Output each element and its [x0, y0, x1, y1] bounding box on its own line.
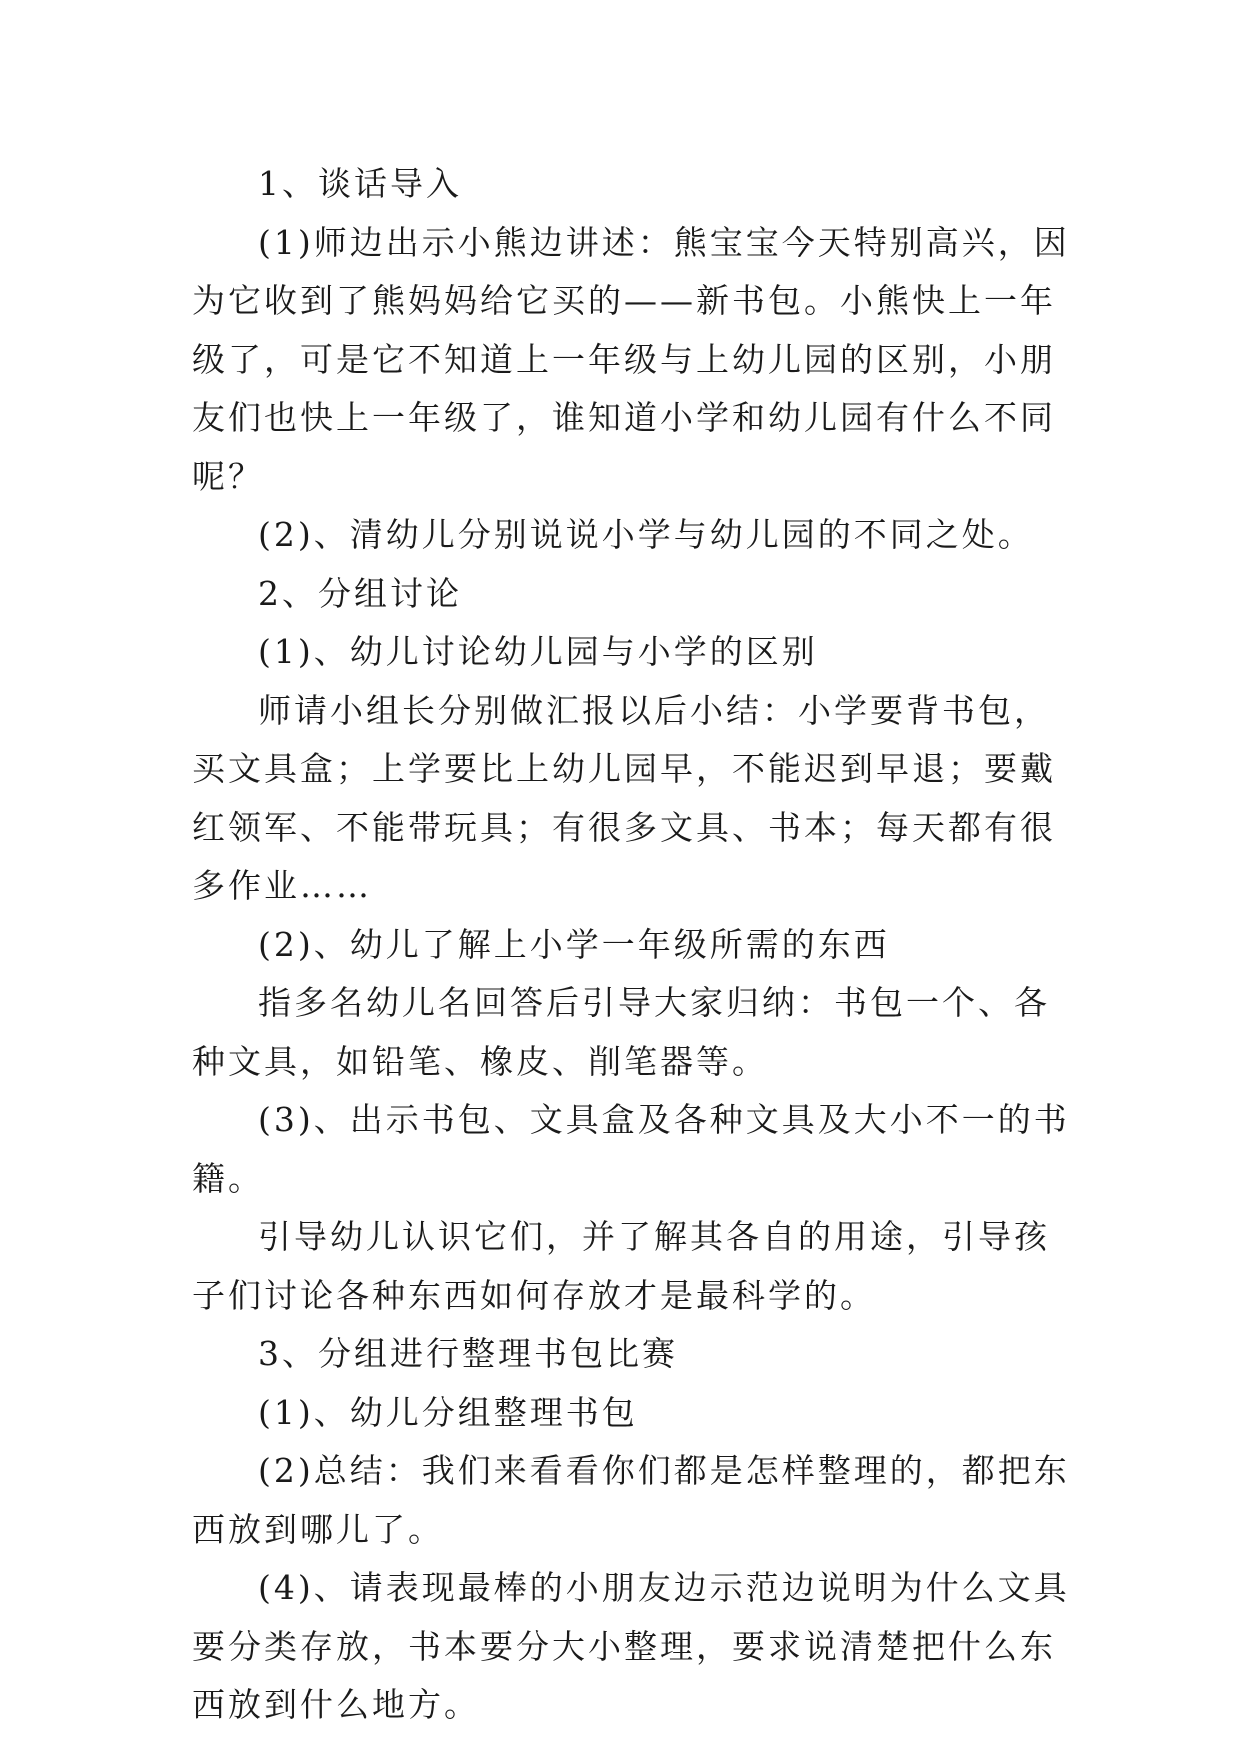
section-heading-group-discussion: 2、分组讨论 — [258, 573, 462, 613]
paragraph-show-schoolbag: (3)、出示书包、文具盒及各种文具及大小不一的书籍。 — [192, 1100, 1070, 1198]
paragraph-group-packing: (1)、幼儿分组整理书包 — [258, 1392, 638, 1432]
paragraph-best-child-demo: (4)、请表现最棒的小朋友边示范边说明为什么文具要分类存放，书本要分大小整理，要求说清楚把什么东西放到什么地方。 — [192, 1568, 1070, 1724]
paragraph-recognize-uses: 引导幼儿认识它们，并了解其各自的用途，引导孩子们讨论各种东西如何存放才是最科学的。 — [192, 1217, 1050, 1315]
document-body — [192, 155, 1072, 1735]
section-heading-packing-contest: 3、分组进行整理书包比赛 — [258, 1334, 678, 1373]
paragraph-teacher-shows-bear: (1)师边出示小熊边讲述：熊宝宝今天特别高兴，因为它收到了熊妈妈给它买的——新书包。小熊快上一年级了，可是它不知道上一年级与上幼儿园的区别，小朋友们也快上一年级了，谁知道小学和幼儿园有什么不同呢？ — [192, 222, 1070, 496]
paragraph-group-leader-summary: 师请小组长分别做汇报以后小结：小学要背书包，买文具盒；上学要比上幼儿园早，不能迟到早退；要戴红领军、不能带玩具；有很多文具、书本；每天都有很多作业…… — [192, 690, 1056, 905]
section-heading-talk-intro: 1、谈话导入 — [258, 164, 462, 203]
paragraph-summarize-items: 指多名幼儿名回答后引导大家归纳：书包一个、各种文具，如铅笔、橡皮、削笔器等。 — [192, 983, 1050, 1081]
paragraph-summary: (2)总结：我们来看看你们都是怎样整理的，都把东西放到哪儿了。 — [192, 1451, 1070, 1549]
paragraph-learn-needed-items: (2)、幼儿了解上小学一年级所需的东西 — [258, 924, 890, 964]
paragraph-children-discuss-differences: (2)、清幼儿分别说说小学与幼儿园的不同之处。 — [258, 515, 1034, 554]
paragraph-discuss-kindergarten-vs-school: (1)、幼儿讨论幼儿园与小学的区别 — [258, 632, 818, 671]
